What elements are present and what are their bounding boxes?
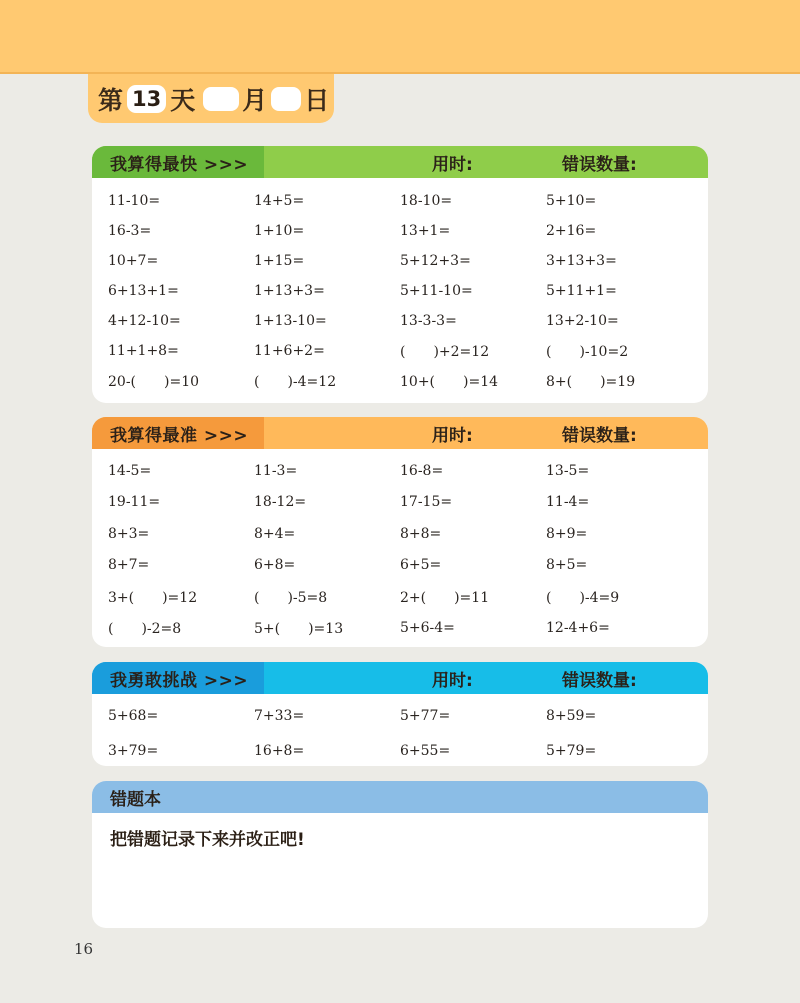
accurate-section-title: 我算得最准 >>>	[92, 417, 264, 449]
problem-item: 5+6-4=	[400, 620, 455, 637]
problem-item: 7+33=	[254, 707, 305, 724]
problem-item: 4+12-10=	[108, 313, 181, 329]
day-number: 13	[127, 85, 166, 113]
day-header	[88, 74, 334, 123]
problem-item: 11-10=	[108, 193, 161, 209]
problem-item: 18-12=	[254, 494, 307, 511]
problem-item: 8+8=	[400, 525, 442, 542]
problem-item: ( )-10=2	[546, 344, 629, 360]
problem-item: 8+5=	[546, 557, 588, 574]
problem-item: 5+( )=13	[254, 621, 344, 638]
problem-item: 8+4=	[254, 525, 296, 542]
mistakes-section	[92, 781, 708, 928]
problem-item: 11+6+2=	[254, 343, 325, 359]
challenge-problem-grid	[92, 694, 708, 766]
fast-section	[92, 146, 708, 403]
problem-item: 13-3-3=	[400, 313, 457, 329]
problem-item: 8+7=	[108, 557, 150, 574]
problem-item: 16+8=	[254, 742, 305, 759]
problem-item: 8+3=	[108, 525, 150, 542]
problem-item: 11-3=	[254, 462, 298, 479]
problem-item: 5+11-10=	[400, 283, 473, 299]
problem-item: 8+59=	[546, 707, 597, 724]
time-label: 用时:	[432, 670, 473, 691]
fast-section-title: 我算得最快 >>>	[92, 146, 264, 178]
challenge-section-header	[92, 662, 708, 694]
problem-item: ( )-2=8	[108, 621, 182, 638]
problem-item: 17-15=	[400, 494, 453, 511]
problem-item: 5+12+3=	[400, 253, 471, 269]
mistakes-section-title: 错题本	[92, 781, 708, 813]
problem-item: 5+68=	[108, 707, 159, 724]
problem-item: 16-8=	[400, 462, 444, 479]
problem-item: 16-3=	[108, 223, 152, 239]
problem-item: 8+( )=19	[546, 374, 636, 390]
date-input-box[interactable]	[271, 87, 301, 111]
time-label: 用时:	[432, 425, 473, 446]
problem-item: 6+8=	[254, 557, 296, 574]
problem-item: 11-4=	[546, 494, 590, 511]
problem-item: 19-11=	[108, 494, 161, 511]
top-band	[0, 0, 800, 74]
problem-item: 1+13+3=	[254, 283, 325, 299]
mistakes-note: 把错题记录下来并改正吧!	[110, 830, 305, 850]
problem-item: 3+( )=12	[108, 589, 198, 606]
time-label: 用时:	[432, 154, 473, 175]
problem-item: 11+1+8=	[108, 343, 179, 359]
problem-item: 5+11+1=	[546, 283, 617, 299]
problem-item: 13-5=	[546, 462, 590, 479]
problem-item: ( )-5=8	[254, 589, 328, 606]
problem-item: 18-10=	[400, 193, 453, 209]
month-input-box[interactable]	[203, 87, 239, 111]
month-label: 月	[242, 85, 268, 115]
error-count-label: 错误数量:	[562, 154, 637, 175]
accurate-section	[92, 417, 708, 647]
problem-item: 14+5=	[254, 193, 305, 209]
problem-item: 14-5=	[108, 462, 152, 479]
fast-section-header	[92, 146, 708, 178]
day-suffix: 天	[170, 85, 196, 115]
error-count-label: 错误数量:	[562, 425, 637, 446]
problem-item: 10+7=	[108, 253, 159, 269]
problem-item: 8+9=	[546, 525, 588, 542]
day-prefix: 第	[98, 85, 124, 115]
challenge-section	[92, 662, 708, 766]
problem-item: 6+55=	[400, 742, 451, 759]
problem-item: 20-( )=10	[108, 374, 200, 390]
date-label: 日	[304, 85, 330, 115]
problem-item: 10+( )=14	[400, 374, 499, 390]
accurate-section-header	[92, 417, 708, 449]
problem-item: ( )-4=9	[546, 589, 620, 606]
problem-item: 3+13+3=	[546, 253, 617, 269]
problem-item: 12-4+6=	[546, 620, 610, 637]
problem-item: 5+10=	[546, 193, 597, 209]
page-number: 16	[74, 940, 94, 958]
challenge-section-title: 我勇敢挑战 >>>	[92, 662, 264, 694]
problem-item: ( )+2=12	[400, 344, 490, 360]
accurate-problem-grid	[92, 449, 708, 644]
problem-item: 1+15=	[254, 253, 305, 269]
fast-problem-grid	[92, 178, 708, 396]
problem-item: 1+10=	[254, 223, 305, 239]
problem-item: 2+( )=11	[400, 589, 490, 606]
problem-item: 5+79=	[546, 742, 597, 759]
problem-item: 3+79=	[108, 742, 159, 759]
problem-item: 13+1=	[400, 223, 451, 239]
problem-item: 5+77=	[400, 707, 451, 724]
problem-item: 1+13-10=	[254, 313, 327, 329]
problem-item: ( )-4=12	[254, 374, 337, 390]
problem-item: 2+16=	[546, 223, 597, 239]
problem-item: 6+13+1=	[108, 283, 179, 299]
problem-item: 13+2-10=	[546, 313, 619, 329]
problem-item: 6+5=	[400, 557, 442, 574]
error-count-label: 错误数量:	[562, 670, 637, 691]
